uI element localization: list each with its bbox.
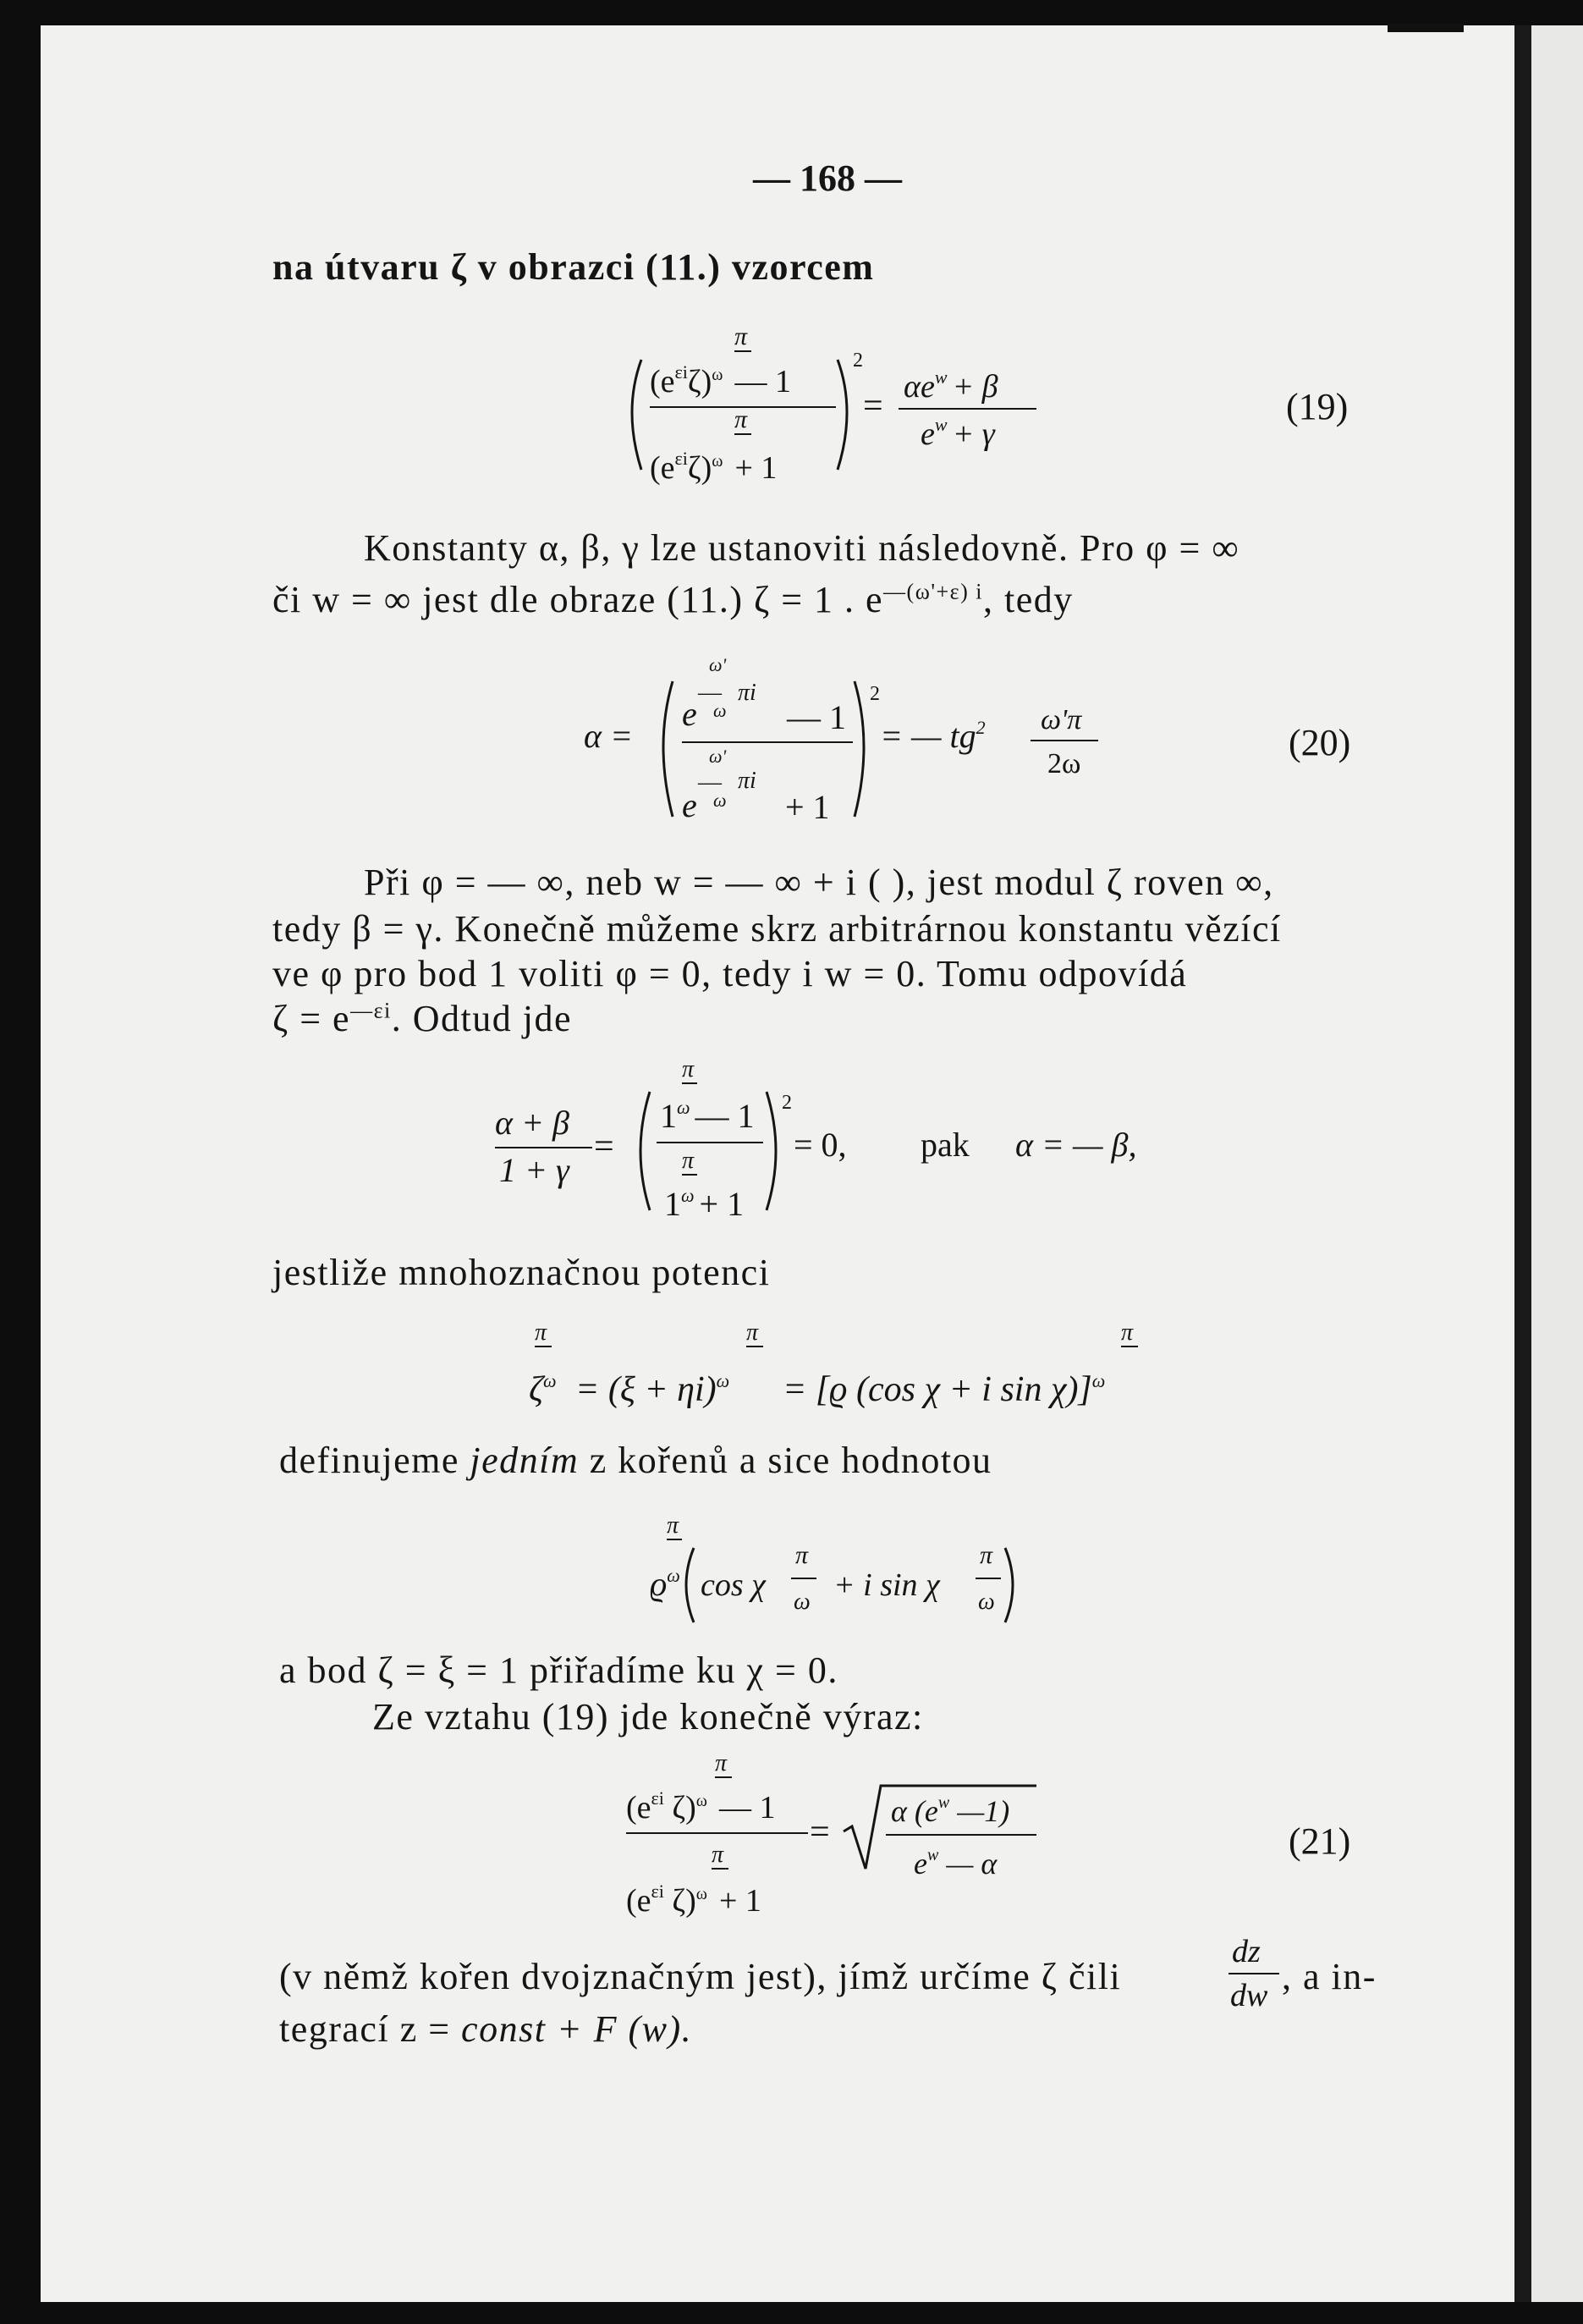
text-line: (v němž kořen dvojznačným jest), jímž určíme ζ čili [279,1956,1122,1997]
denominator-base: $(e^{\varepsilon i}\zeta)^\omega + 1$ [650,448,778,486]
numerator: ($e^{\varepsilon i}$ ζ)$^\omega$ — 1 [626,1787,776,1826]
left-paren [640,1092,650,1210]
equation-rho [643,1511,1151,1646]
pi-symbol: π [712,1842,724,1868]
page-edge [1514,25,1531,2302]
plus-one: + 1 [785,788,830,826]
e-base: e [682,786,697,824]
right-paren [838,360,847,470]
pi-symbol: π [734,322,748,350]
equation-number: (21) [1289,1820,1351,1862]
text-line: Konstanty α, β, γ lze ustanoviti následovně. Pro φ = ∞ [364,527,1240,569]
left-paren [663,681,673,817]
numerator: $1^\omega$ — 1 [660,1097,755,1135]
equation-20 [516,647,1278,842]
square-exponent: 2 [782,1092,792,1114]
left-paren [632,360,641,470]
equation-number: (20) [1289,722,1351,763]
pi-symbol: π [682,1148,695,1174]
equation-number: (19) [1286,386,1349,427]
equation-zeta-power [525,1316,1201,1435]
right-paren [855,681,864,817]
exp-omega-prime: ω' [709,746,727,767]
exp-omega: ω [713,790,727,811]
rhs-numerator: ω'π [1041,704,1082,735]
text-line: ve φ pro bod 1 voliti φ = 0, tedy i w = 0. Tomu odpovídá [272,953,1188,994]
equals-sign: = [863,387,883,426]
text-line: a bod ζ = ξ = 1 přiřadíme ku χ = 0. [279,1649,838,1691]
rhs-numerator: $\alpha e^w + \beta$ [904,366,998,405]
minus-one: — 1 [787,698,846,736]
alpha-equals: α = [584,717,633,755]
sqrt-denominator: $e^w$ — α [914,1846,998,1881]
equation-21 [622,1750,1214,1945]
left-paren [686,1548,694,1622]
pak: pak [921,1126,970,1164]
pi-symbol: π [734,405,748,433]
equals-sign: = [810,1813,830,1852]
text-line: na útvaru ζ v obrazci (11.) vzorcem [272,246,875,288]
equation-19 [626,322,1134,495]
exp-omega-prime: ω' [709,654,727,675]
text-line: , a in- [1282,1956,1377,1997]
equation-alpha-beta [491,1058,1252,1227]
rho: $ϱ^\omega$ [650,1565,680,1603]
text-line: Při φ = — ∞, neb w = — ∞ + i ( ), jest modul ζ roven ∞, [364,862,1274,903]
right-side: = [ϱ (cos χ + i sin χ)]$^\omega$ [783,1370,1106,1409]
denominator: ($e^{\varepsilon i}$ ζ)$^\omega$ + 1 [626,1881,761,1919]
text-line: tedy β = γ. Konečně můžeme skrz arbitrárnou konstantu vězící [272,908,1282,950]
pi-symbol: π [1121,1319,1134,1346]
rhs: = 0, [794,1126,847,1164]
dw: dw [1230,1978,1268,2013]
pi-symbol: π [795,1541,809,1569]
cos: cos χ [701,1567,766,1603]
pi-symbol: π [667,1512,679,1539]
omega-symbol: ω [978,1589,995,1615]
exp-minus: — [698,769,722,796]
right-paren [767,1092,776,1210]
exp-minus: — [698,680,722,706]
zeta: $\zeta^\omega$ [529,1370,557,1409]
text-line: tegrací z = const + F (w). [279,2008,693,2050]
pi-symbol: π [980,1541,993,1569]
omega-symbol: ω [794,1589,811,1615]
rhs-denominator: $e^w + \gamma$ [921,414,995,452]
exp-pi-i: πi [738,680,756,706]
middle: = $(\xi + \eta i)^\omega$ [575,1370,730,1409]
pi-symbol: π [715,1750,728,1776]
rhs: = — $tg^2$ [880,717,986,755]
denominator: $1^\omega + 1$ [664,1185,745,1223]
pi-symbol: π [682,1056,695,1082]
square-exponent: 2 [870,683,880,705]
text-line: Ze vztahu (19) jde konečně výraz: [372,1696,924,1737]
text-line: jestliže mnohoznačnou potenci [272,1252,771,1293]
adjacent-page [1531,25,1583,2302]
exp-pi-i: πi [738,768,756,794]
square-exponent: 2 [853,350,863,372]
equals-sign: = [594,1127,614,1166]
text-line: či w = ∞ jest dle obraze (11.) ζ = 1 . $e^{—(\omega'+\varepsilon) i}$, tedy [272,579,1074,620]
numerator-base: $(e^{\varepsilon i}\zeta)^\omega$ — 1 [650,361,791,399]
sqrt-numerator: α ($e^w$ —1) [891,1793,1010,1828]
page-number: — 168 — [753,157,902,199]
pi-symbol: π [535,1319,547,1346]
result: α = — β, [1015,1126,1137,1164]
isin: + i sin χ [833,1567,940,1603]
text-line: $\zeta = e^{—\varepsilon i}$. Odtud jde [272,998,572,1039]
dz: dz [1232,1934,1261,1969]
rhs-denominator: 2ω [1047,748,1081,779]
lhs-numerator: α + β [495,1104,569,1142]
e-base: e [682,695,697,733]
lhs-denominator: 1 + γ [499,1151,569,1189]
right-paren [1005,1548,1013,1622]
text-line: definujeme jedním z kořenů a sice hodnotou [279,1440,992,1481]
scan-mark [1388,24,1464,32]
exp-omega: ω [713,700,727,721]
pi-symbol: π [746,1319,759,1346]
